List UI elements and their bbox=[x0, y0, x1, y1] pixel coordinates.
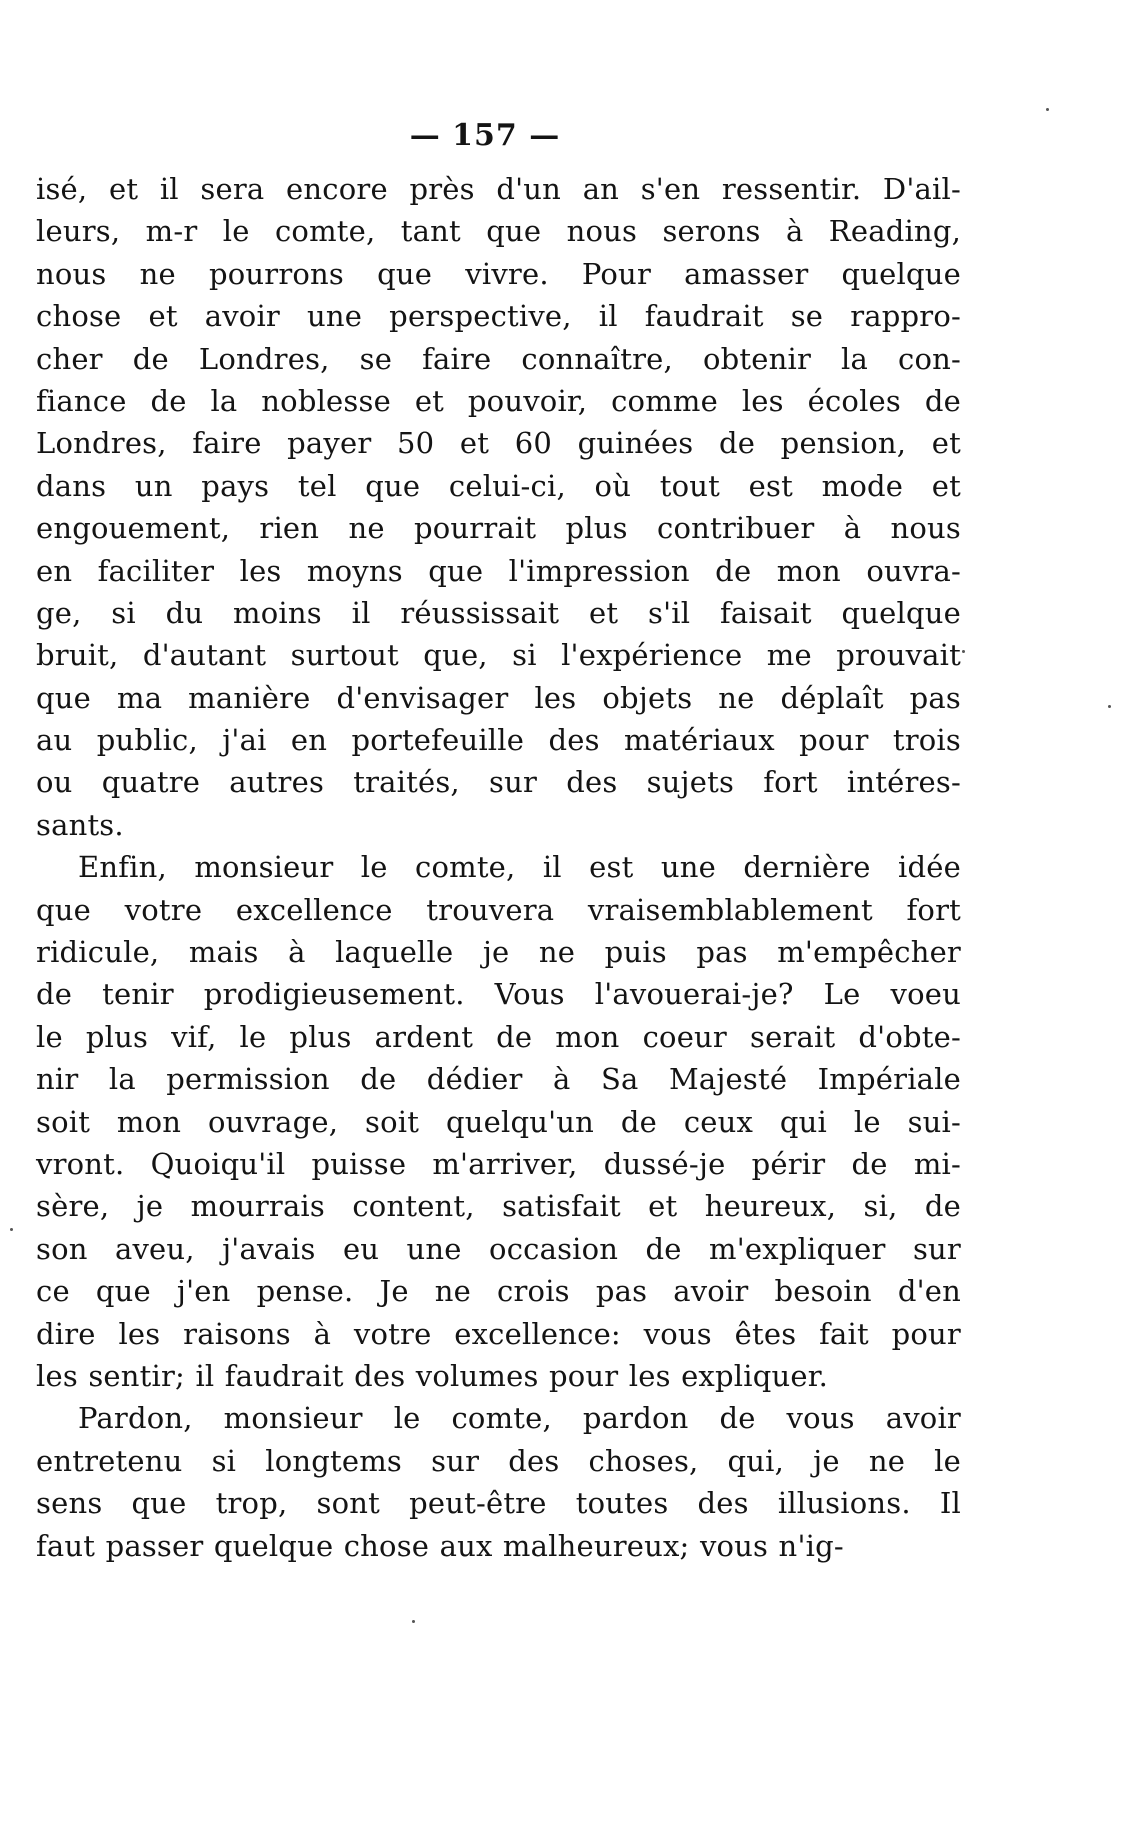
text-line: engouement, rien ne pourrait plus contribuer à nous bbox=[36, 511, 961, 546]
paragraph bbox=[36, 846, 961, 1397]
text-line: bruit, d'autant surtout que, si l'expérience me prouvait bbox=[36, 638, 961, 673]
scan-speck bbox=[1108, 705, 1111, 708]
scan-speck bbox=[412, 1620, 415, 1623]
text-line: les sentir; il faudrait des volumes pour les expliquer. bbox=[36, 1358, 829, 1393]
text-line: de tenir prodigieusement. Vous l'avouerai-je? Le voeu bbox=[36, 977, 961, 1012]
text-line: le plus vif, le plus ardent de mon coeur serait d'obte- bbox=[36, 1019, 961, 1054]
text-line: dans un pays tel que celui-ci, où tout est mode et bbox=[36, 468, 961, 503]
text-line: au public, j'ai en portefeuille des matériaux pour trois bbox=[36, 723, 961, 758]
text-line: dire les raisons à votre excellence: vous êtes fait pour bbox=[36, 1316, 961, 1351]
scan-speck bbox=[10, 1228, 13, 1231]
text-line: fiance de la noblesse et pouvoir, comme les écoles de bbox=[36, 383, 961, 418]
body-text bbox=[36, 168, 961, 1567]
text-line: que votre excellence trouvera vraisemblablement fort bbox=[36, 892, 961, 927]
text-line: chose et avoir une perspective, il faudrait se rappro- bbox=[36, 299, 961, 334]
text-line: faut passer quelque chose aux malheureux; vous n'ig- bbox=[36, 1528, 844, 1563]
text-line: sants. bbox=[36, 807, 124, 842]
paragraph bbox=[36, 168, 961, 846]
text-line: isé, et il sera encore près d'un an s'en ressentir. D'ail- bbox=[36, 172, 961, 206]
text-line: vront. Quoiqu'il puisse m'arriver, dussé-je périr de mi- bbox=[36, 1146, 961, 1181]
paragraph bbox=[36, 1397, 961, 1567]
text-line: nir la permission de dédier à Sa Majesté Impériale bbox=[36, 1062, 961, 1097]
text-line: son aveu, j'avais eu une occasion de m'expliquer sur bbox=[36, 1231, 961, 1266]
text-line: Enfin, monsieur le comte, il est une dernière idée bbox=[78, 850, 961, 885]
scan-speck bbox=[1046, 108, 1049, 111]
text-line: ou quatre autres traités, sur des sujets fort intéres- bbox=[36, 765, 961, 800]
text-line: entretenu si longtems sur des choses, qui, je ne le bbox=[36, 1443, 961, 1478]
text-line: ge, si du moins il réussissait et s'il faisait quelque bbox=[36, 595, 961, 630]
text-line: que ma manière d'envisager les objets ne déplaît pas bbox=[36, 680, 961, 715]
text-line: soit mon ouvrage, soit quelqu'un de ceux qui le sui- bbox=[36, 1104, 961, 1139]
text-line: ridicule, mais à laquelle je ne puis pas m'empêcher bbox=[36, 935, 961, 970]
text-line: leurs, m-r le comte, tant que nous serons à Reading, bbox=[36, 214, 961, 249]
text-line: nous ne pourrons que vivre. Pour amasser quelque bbox=[36, 256, 961, 291]
text-line: ce que j'en pense. Je ne crois pas avoir besoin d'en bbox=[36, 1274, 961, 1309]
text-line: Pardon, monsieur le comte, pardon de vous avoir bbox=[78, 1401, 961, 1436]
text-line: cher de Londres, se faire connaître, obtenir la con- bbox=[36, 341, 961, 376]
text-line: sens que trop, sont peut-être toutes des illusions. Il bbox=[36, 1486, 961, 1521]
scan-speck bbox=[962, 650, 965, 653]
page-number: — 157 — bbox=[409, 118, 561, 153]
text-line: en faciliter les moyns que l'impression de mon ouvra- bbox=[36, 553, 961, 588]
text-line: sère, je mourrais content, satisfait et heureux, si, de bbox=[36, 1189, 961, 1224]
text-line: Londres, faire payer 50 et 60 guinées de pension, et bbox=[36, 426, 961, 461]
